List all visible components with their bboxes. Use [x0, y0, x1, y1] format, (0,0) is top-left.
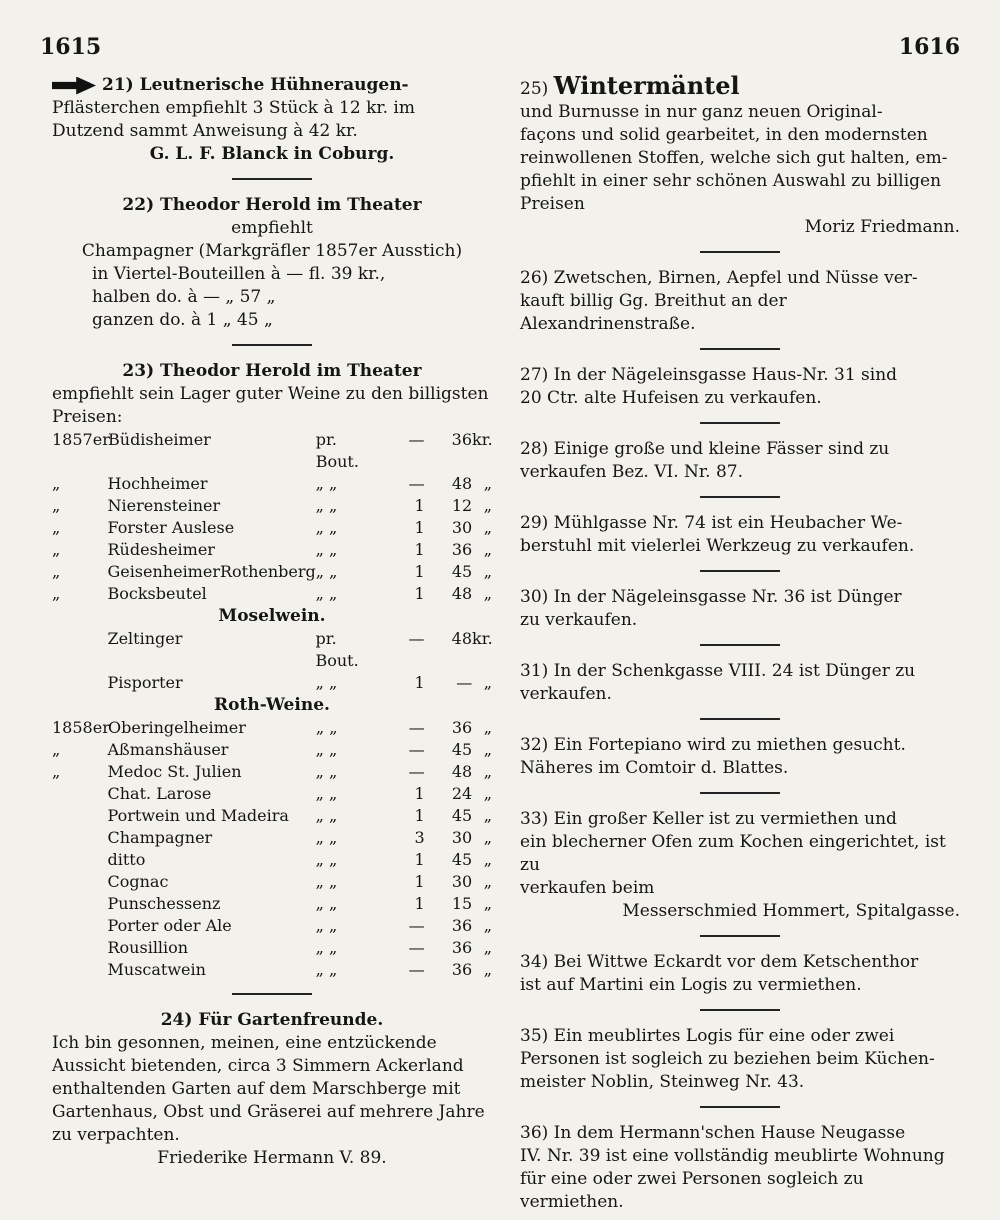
wine-name: Rüdesheimer [107, 540, 215, 559]
ad-34-line1: 34) Bei Wittwe Eckardt vor dem Ketschenthor [520, 952, 919, 972]
ad-25 [520, 71, 960, 239]
wine-florin: — [408, 916, 425, 935]
wine-suffix: „ [483, 496, 492, 515]
wine-kreuzer: 30 [451, 828, 473, 847]
ad-22-title: 22) Theodor Herold im Theater [122, 195, 422, 215]
ad-26-line2: kauft billig Gg. Breithut an der Alexandrinenstraße. [520, 291, 787, 334]
ad-24 [52, 1009, 492, 1170]
divider [700, 1009, 780, 1011]
ad-33-line3: verkaufen beim [520, 878, 655, 898]
wine-unit: „ „ [315, 496, 338, 515]
ad-27-line2: 20 Ctr. alte Hufeisen zu verkaufen. [520, 388, 822, 408]
ad-24-line4: Gartenhaus, Obst und Gräserei auf mehrere Jahre [52, 1102, 485, 1122]
wine-suffix: „ [483, 806, 492, 825]
wine-row [52, 429, 492, 473]
wine-unit: „ „ [315, 872, 338, 891]
ad-27-line1: 27) In der Nägeleinsgasse Haus-Nr. 31 sind [520, 365, 898, 385]
wine-florin: 1 [414, 584, 425, 603]
ad-31-line1: 31) In der Schenkgasse VIII. 24 ist Dünger zu [520, 661, 916, 681]
wine-year: „ [52, 518, 61, 537]
wine-row [52, 849, 492, 871]
wine-unit: „ „ [315, 740, 338, 759]
wine-row [52, 672, 492, 694]
ad-22-line1: Champagner (Markgräfler 1857er Ausstich) [81, 241, 463, 261]
wine-year: „ [52, 540, 61, 559]
wine-suffix: kr. [472, 629, 493, 648]
wine-name: Zeltinger [107, 629, 183, 648]
wine-name: ditto [107, 850, 146, 869]
wine-name: Portwein und Madeira [107, 806, 289, 825]
ad-23-line1: empfiehlt sein Lager guter Weine zu den billigsten [52, 384, 489, 404]
ad-21-signature: G. L. F. Blanck in Coburg. [149, 144, 395, 164]
ad-22-subtitle: empfiehlt [231, 218, 313, 238]
ad-36-line3: für eine oder zwei Personen sogleich zu vermiethen. [520, 1169, 864, 1212]
ad-26 [520, 267, 960, 336]
wine-year [52, 849, 108, 871]
wine-name: Medoc St. Julien [107, 762, 242, 781]
wine-row [52, 761, 492, 783]
wine-kreuzer: 45 [451, 806, 473, 825]
wine-unit: „ „ [315, 584, 338, 603]
ad-21-line1: 21) Leutnerische Hühneraugen- [102, 75, 409, 95]
wine-year [52, 893, 108, 915]
ad-26-line1: 26) Zwetschen, Birnen, Aepfel und Nüsse ver- [520, 268, 918, 288]
wine-name: Punschessenz [107, 894, 221, 913]
wine-suffix: „ [483, 540, 492, 559]
wine-suffix: „ [483, 718, 492, 737]
ad-24-line5: zu verpachten. [52, 1125, 180, 1145]
wine-suffix: „ [483, 784, 492, 803]
wine-name: Chat. Larose [107, 784, 212, 803]
wine-row [52, 539, 492, 561]
wine-row [52, 871, 492, 893]
wine-list-a [52, 429, 492, 605]
ad-21-line2: Pflästerchen empfiehlt 3 Stück à 12 kr. im [52, 98, 415, 118]
wine-year: „ [52, 762, 61, 781]
divider [700, 570, 780, 572]
ad-22 [52, 194, 492, 332]
wine-year [52, 805, 108, 827]
wine-kreuzer: 30 [451, 872, 473, 891]
wine-row [52, 959, 492, 981]
ad-32-line2: Näheres im Comtoir d. Blattes. [520, 758, 789, 778]
page-number-right: 1616 [898, 34, 960, 60]
ad-33-line2: ein blecherner Ofen zum Kochen eingerichtet, ist zu [520, 832, 946, 875]
wine-suffix: „ [483, 584, 492, 603]
wine-row [52, 783, 492, 805]
wine-suffix: kr. [472, 430, 493, 449]
ad-29-line2: berstuhl mit vielerlei Werkzeug zu verkaufen. [520, 536, 915, 556]
wine-year: „ [52, 584, 61, 603]
wine-row [52, 628, 492, 672]
wine-unit: „ „ [315, 938, 338, 957]
ad-29 [520, 512, 960, 558]
ad-25-signature: Moriz Friedmann. [804, 217, 960, 237]
wine-suffix: „ [483, 740, 492, 759]
ad-24-line2: Aussicht bietenden, circa 3 Simmern Ackerland [52, 1056, 464, 1076]
wine-kreuzer: 30 [451, 518, 473, 537]
wine-name: Büdisheimer [108, 430, 211, 449]
wine-name: Champagner [107, 828, 213, 847]
wine-florin: — [408, 960, 425, 979]
wine-kreuzer: 36 [451, 916, 473, 935]
ad-36-line1: 36) In dem Hermann'schen Hause Neugasse [520, 1123, 906, 1143]
wine-year: 1858er [52, 718, 110, 737]
wine-florin: 1 [414, 673, 425, 692]
ad-36 [520, 1122, 960, 1214]
wine-list-b [52, 628, 492, 694]
wine-florin: 1 [414, 894, 425, 913]
wine-suffix: „ [483, 673, 492, 692]
right-column [520, 71, 960, 1220]
ad-35-line1: 35) Ein meublirtes Logis für eine oder zwei [520, 1026, 895, 1046]
wine-year [52, 871, 108, 893]
wine-kreuzer: 36 [451, 430, 472, 449]
divider [700, 422, 780, 424]
ad-28 [520, 438, 960, 484]
wine-name: Rousillion [107, 938, 189, 957]
wine-year [52, 937, 108, 959]
ad-21 [52, 74, 492, 166]
ad-33-signature: Messerschmied Hommert, Spitalgasse. [622, 901, 960, 921]
ad-25-line3: reinwollenen Stoffen, welche sich gut halten, em- [520, 148, 948, 168]
wine-year: „ [52, 496, 61, 515]
ad-25-title: Wintermäntel [553, 71, 740, 100]
wine-kreuzer: 45 [451, 850, 473, 869]
wine-suffix: „ [483, 916, 492, 935]
pointing-hand-icon [52, 77, 96, 95]
page-number-left: 1615 [40, 34, 102, 60]
wine-suffix: „ [483, 562, 492, 581]
ad-33-line1: 33) Ein großer Keller ist zu vermiethen und [520, 809, 897, 829]
ad-28-line1: 28) Einige große und kleine Fässer sind zu [520, 439, 890, 459]
wine-name: Cognac [107, 872, 169, 891]
wine-florin: — [408, 430, 425, 449]
wine-florin: 1 [414, 540, 425, 559]
wine-florin: 1 [414, 806, 425, 825]
wine-florin: 1 [414, 562, 425, 581]
ad-34-line2: ist auf Martini ein Logis zu vermiethen. [520, 975, 862, 995]
wine-year [52, 915, 108, 937]
wine-year: „ [52, 562, 61, 581]
wine-suffix: „ [483, 938, 492, 957]
wine-row [52, 561, 492, 583]
ad-31 [520, 660, 960, 706]
wine-florin: 1 [414, 872, 425, 891]
wine-name: Nierensteiner [107, 496, 221, 515]
wine-year: 1857er [52, 430, 110, 449]
divider [700, 792, 780, 794]
wine-florin: — [408, 938, 425, 957]
ad-22-line4: ganzen do. à 1 „ 45 „ [92, 310, 273, 330]
wine-suffix: „ [483, 850, 492, 869]
wine-suffix: „ [483, 518, 492, 537]
wine-year: „ [52, 740, 61, 759]
wine-unit: „ „ [315, 894, 338, 913]
wine-row [52, 915, 492, 937]
wine-florin: 1 [414, 850, 425, 869]
wine-year [52, 959, 108, 981]
wine-unit: „ „ [315, 850, 338, 869]
ad-30-line2: zu verkaufen. [520, 610, 638, 630]
ad-32-line1: 32) Ein Fortepiano wird zu miethen gesucht. [520, 735, 906, 755]
wine-row [52, 893, 492, 915]
wine-kreuzer: — [456, 673, 473, 692]
wine-row [52, 805, 492, 827]
ad-35-line2: Personen ist sogleich zu beziehen beim Küchen- [520, 1049, 935, 1069]
divider [700, 644, 780, 646]
wine-florin: 1 [414, 496, 425, 515]
wine-suffix: „ [483, 960, 492, 979]
ad-36-line2: IV. Nr. 39 ist eine vollständig meublirte Wohnung [520, 1146, 945, 1166]
wine-year [52, 672, 108, 694]
divider [232, 993, 312, 995]
wine-unit: „ „ [315, 762, 338, 781]
ad-25-line2: façons und solid gearbeitet, in den modernsten [520, 125, 928, 145]
wine-row [52, 495, 492, 517]
ad-25-line5: Preisen [520, 194, 585, 214]
wine-unit: „ „ [315, 960, 338, 979]
wine-kreuzer: 45 [451, 562, 473, 581]
mosel-heading: Moselwein. [218, 606, 326, 626]
wine-kreuzer: 48 [451, 474, 473, 493]
ad-33 [520, 808, 960, 923]
ad-24-title: 24) Für Gartenfreunde. [160, 1010, 384, 1030]
wine-name: Muscatwein [107, 960, 206, 979]
wine-florin: — [408, 718, 425, 737]
wine-year [52, 628, 107, 672]
wine-florin: — [408, 629, 425, 648]
wine-kreuzer: 24 [451, 784, 473, 803]
wine-row [52, 739, 492, 761]
wine-year [52, 827, 108, 849]
wine-florin: — [408, 740, 425, 759]
wine-kreuzer: 36 [451, 960, 473, 979]
wine-row [52, 937, 492, 959]
ad-25-line1: und Burnusse in nur ganz neuen Original- [520, 102, 883, 122]
wine-year [52, 783, 108, 805]
wine-suffix: „ [483, 828, 492, 847]
roth-heading: Roth-Weine. [214, 695, 330, 715]
wine-unit: „ „ [315, 806, 338, 825]
wine-year: „ [52, 474, 61, 493]
ad-21-line3: Dutzend sammt Anweisung à 42 kr. [52, 121, 358, 141]
ad-24-line3: enthaltenden Garten auf dem Marschberge mit [52, 1079, 461, 1099]
ad-23 [52, 360, 492, 981]
wine-row [52, 473, 492, 495]
wine-name: Porter oder Ale [107, 916, 232, 935]
ad-29-line1: 29) Mühlgasse Nr. 74 ist ein Heubacher We- [520, 513, 903, 533]
ad-23-title: 23) Theodor Herold im Theater [122, 361, 422, 381]
ad-35 [520, 1025, 960, 1094]
wine-name: Hochheimer [107, 474, 208, 493]
wine-kreuzer: 48 [451, 762, 473, 781]
wine-unit: „ „ [315, 518, 338, 537]
ad-24-signature: Friederike Hermann V. 89. [157, 1148, 387, 1168]
wine-suffix: „ [483, 474, 492, 493]
wine-florin: 1 [414, 518, 425, 537]
divider [700, 718, 780, 720]
wine-kreuzer: 15 [451, 894, 473, 913]
wine-name: Aßmanshäuser [107, 740, 229, 759]
wine-name: Bocksbeutel [107, 584, 207, 603]
wine-unit: pr. Bout. [315, 430, 359, 471]
wine-unit: „ „ [315, 562, 338, 581]
ad-23-line2: Preisen: [52, 407, 123, 427]
ad-35-line3: meister Noblin, Steinweg Nr. 43. [520, 1072, 805, 1092]
divider [232, 344, 312, 346]
wine-kreuzer: 36 [451, 938, 473, 957]
ad-28-line2: verkaufen Bez. VI. Nr. 87. [520, 462, 743, 482]
divider [232, 178, 312, 180]
ad-22-line2: in Viertel-Bouteillen à — fl. 39 kr., [92, 264, 386, 284]
ad-25-line4: pfiehlt in einer sehr schönen Auswahl zu billigen [520, 171, 942, 191]
wine-list-c [52, 717, 492, 981]
wine-florin: — [408, 762, 425, 781]
wine-name: GeisenheimerRothenberg [107, 562, 316, 581]
wine-florin: 1 [414, 784, 425, 803]
ad-25-num: 25) [520, 79, 549, 99]
wine-florin: 3 [414, 828, 425, 847]
wine-suffix: „ [483, 894, 492, 913]
divider [700, 348, 780, 350]
wine-kreuzer: 36 [451, 540, 473, 559]
wine-row [52, 583, 492, 605]
wine-suffix: „ [483, 762, 492, 781]
wine-unit: „ „ [315, 474, 338, 493]
wine-name: Forster Auslese [107, 518, 235, 537]
divider [700, 935, 780, 937]
left-column [52, 74, 492, 1176]
wine-unit: „ „ [315, 828, 338, 847]
divider [700, 251, 780, 253]
wine-unit: „ „ [315, 718, 338, 737]
wine-unit: „ „ [315, 916, 338, 935]
ad-27 [520, 364, 960, 410]
ad-34 [520, 951, 960, 997]
wine-row [52, 827, 492, 849]
divider [700, 1106, 780, 1108]
wine-suffix: „ [483, 872, 492, 891]
ad-30 [520, 586, 960, 632]
wine-row [52, 717, 492, 739]
wine-unit: „ „ [315, 540, 338, 559]
ad-32 [520, 734, 960, 780]
wine-name: Oberingelheimer [108, 718, 246, 737]
wine-unit: pr. Bout. [315, 629, 359, 670]
wine-kreuzer: 45 [451, 740, 473, 759]
wine-unit: „ „ [315, 673, 338, 692]
ad-24-line1: Ich bin gesonnen, meinen, eine entzückende [52, 1033, 437, 1053]
wine-unit: „ „ [315, 784, 338, 803]
ad-22-line3: halben do. à — „ 57 „ [92, 287, 276, 307]
ad-30-line1: 30) In der Nägeleinsgasse Nr. 36 ist Dünger [520, 587, 902, 607]
divider [700, 496, 780, 498]
wine-kreuzer: 12 [451, 496, 473, 515]
wine-florin: — [408, 474, 425, 493]
wine-name: Pisporter [107, 673, 183, 692]
wine-row [52, 517, 492, 539]
wine-kreuzer: 48 [451, 629, 472, 648]
wine-kreuzer: 48 [451, 584, 473, 603]
ad-31-line2: verkaufen. [520, 684, 612, 704]
wine-kreuzer: 36 [451, 718, 473, 737]
